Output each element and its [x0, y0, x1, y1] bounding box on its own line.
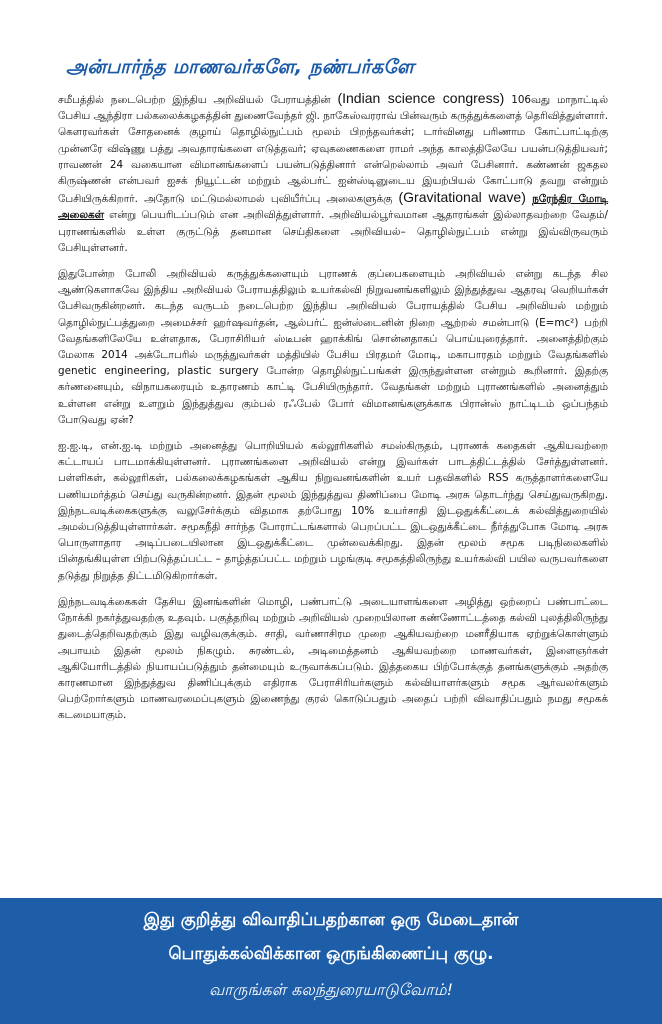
- modi-waves-emphasis: நரேந்திர மோடி அலைகள்: [58, 193, 608, 222]
- footer-line-3: வாருங்கள் கலந்துரையாடுவோம்!: [208, 980, 453, 999]
- footer-banner: [0, 898, 662, 1024]
- paragraph-1: [58, 90, 608, 256]
- leaflet-body: [58, 90, 608, 734]
- paragraph-3: ஐ.ஐ.டி, என்.ஐ.டி மற்றும் அனைத்து பொறியியல் கல்லூரிகளில் சமஸ்கிருதம், புராணக் கதைகள் ஆகியவற்றை கட்டாயப் பாடமாக்கியுள்ளனர். புராணங்களை அறிவியல் என்று இவர்கள் பாடத்திட்டத்தில் சேர்த்துள்ளனர். பள்ளிகள், கல்லூரிகள், பல்கலைக்கழகங்கள் ஆகிய நிறுவனங்களின் உயர் பதவிகளில் RSS கருத்தாளர்களையே பணியமர்த்தம் செய்து வருகின்றனர். இதன் மூலம் இந்துத்துவ திணிப்பை மோடி அரசு தொடர்ந்து செய்துவருகிறது. இந்நடவடிக்கைகளுக்கு வலுசேர்க்கும் விதமாக தற்போது 10% உயர்சாதி இடஒதுக்கீட்டைக் கல்வித்துறையில் அமல்படுத்தியுள்ளார்கள். சமூகநீதி சார்ந்த போராட்டங்களால் பெறப்பட்ட இடஒதுக்கீட்டை நீர்த்துபோக மோடி அரசு பொருளாதார அடிப்படையிலான இடஒதுக்கீட்டை முன்வைக்கிறது. இதன் மூலம் சமூக படிநிலைகளில் பின்தங்கியுள்ள பிற்படுத்தப்பட்ட – தாழ்த்தப்பட்ட மற்றும் பழங்குடி சமூகத்திலிருந்து உயர்கல்வி பயில வருபவர்களை தடுத்து நிறுத்த திட்டமிடுகிறார்கள்.: [58, 440, 608, 582]
- paragraph-4: இந்நடவடிக்கைகள் தேசிய இனங்களின் மொழி, பண்பாட்டு அடையாளங்களை அழித்து ஒற்றைப் பண்பாட்டை நோக்கி நகர்த்துவதற்கு உதவும். பகுத்தறிவு மற்றும் அறிவியல் முறையிலான கண்ணோட்டத்தை கல்வி புலத்திலிருந்து துடைத்தெறிவதற்கும் இது வழிவகுக்கும். சாதி, வர்ணாசிரம முறை ஆகியவற்றை மனரீதியாக ஏற்றுக்கொள்ளும் அபாயம் இதன் மூலம் நிகழும். சுரண்டல், அடிமைத்தனம் ஆகியவற்றை மாணவர்கள், இளைஞர்கள் ஆகியோரிடத்தில் நியாயப்படுத்தும் தன்மையும் உருவாக்கப்படும். இத்தகைய பிற்போக்குத் தனங்களுக்கும் அதற்கு காரணமான இந்துத்துவ திணிப்புக்கும் எதிராக பேராசிரியர்களும் கல்வியாளர்களும் சமூக ஆர்வலர்களும் பெற்றோர்களும் மாணவரமைப்புகளும் இணைந்து குரல் கொடுப்பதும் அதைப் பற்றி விவாதிப்பதும் நமது சமூகக் கடமையாகும்.: [58, 595, 608, 722]
- indian-science-congress-term: (Indian science congress): [337, 90, 505, 106]
- paragraph-1-text-a: சமீபத்தில் நடைபெற்ற இந்திய அறிவியல் பேராயத்தின்: [58, 94, 338, 106]
- paragraph-2: இதுபோன்ற போலி அறிவியல் கருத்துக்களையும் புராணக் குப்பைகளையும் அறிவியல் என்று கடந்த சில ஆண்டுகளாகவே இந்திய அறிவியல் பேராயத்திலும் உயர்கல்வி நிறுவனங்களிலும் இந்துத்துவ ஆதரவு வெறியர்கள் பேசிவருகின்றனர். கடந்த வருடம் நடைபெற்ற இந்திய அறிவியல் பேராயத்தில் பேசிய அறிவியல் மற்றும் தொழில்நுட்பத்துறை அமைச்சர் ஹர்ஷவர்தன், ஆல்பர்ட் ஐன்ஸ்டைனின் நிறை ஆற்றல் சமன்பாடு (E=mc²) பற்றி வேதங்களிலேயே உள்ளதாக, பேராசிரியர் ஸ்டீபன் ஹாக்கிங் சொன்னதாகப் பொய்யுரைத்தார். அனைத்திற்கும் மேலாக 2014 அக்டோபரில் மருத்துவர்கள் மத்தியில் பேசிய பிரதமர் மோடி, மகாபாரதம் மற்றும் வேதங்களில் genetic engineering, plastic surgery போன்ற தொழில்நுட்பங்கள் இருந்துள்ளன என்றும் கூறினார். இதற்கு கர்ணனையும், விநாயகரையும் உதாரணம் காட்டி பேசியிருந்தார். வேதங்கள் மற்றும் புராணங்களில் அனைத்தும் உள்ளன என்று உளறும் இந்துத்துவ கும்பல் ரஃபேல் போர் விமானங்களுக்காக பிரான்ஸ் நாட்டிடம் ஒப்பந்தம் போடுவது ஏன்?: [58, 268, 608, 426]
- paragraph-1-text-b: 106வது மாநாட்டில் பேசிய ஆந்திரா பல்கலைக்கழகத்தின் துணைவேந்தர் ஜி. நாகேஸ்வரராவ் பின்வரும் கருத்துக்களைத் தெரிவித்துள்ளார். கௌரவர்கள் சோதனைக் குழாய் தொழில்நுட்பம் மூலம் பிறந்தவர்கள்; டார்வினது பரிணாம கோட்பாட்டிற்கு முன்னரே விஷ்ணு பத்து அவதாரங்களை எடுத்தவர்; ஏவுகணைகளை ராமர் அந்த காலத்திலேயே பயன்படுத்தியவர்; ராவணன் 24 வகையான விமானங்களைப் பயன்படுத்தினார் என்றெல்லாம் அவர் பேசினார். கண்ணன் ஜகதல கிருஷ்ணன் என்பவர் ஐசக் நியூட்டன் மற்றும் ஆல்பர்ட் ஐன்ஸ்டினுடைய இயற்பியல் கோட்பாடு தவறு என்றும் பேசியிருக்கிறார். அதோடு மட்டுமல்லாமல் புவியீர்ப்பு அலைகளுக்கு: [58, 94, 608, 206]
- paragraph-1-text-c: என்று பெயரிடப்படும் என அறிவித்துள்ளார். அறிவியல்பூர்வமான ஆதாரங்கள் இல்லாதவற்றை வேதம்/புராணங்களில் உள்ள குருட்டுத் தனமான செய்திகளை அறிவியல்– தொழில்நுட்பம் என்று இவ்விருவரும் பேசியுள்ளனர்.: [58, 209, 608, 254]
- footer-line-1: இது குறித்து விவாதிப்பதற்கான ஒரு மேடைதான்: [143, 910, 519, 930]
- footer-line-2: பொதுக்கல்விக்கான ஒருங்கிணைப்பு குழு.: [168, 944, 494, 964]
- leaflet-heading: அன்பார்ந்த மாணவர்களே, நண்பர்களே: [66, 56, 415, 78]
- gravitational-wave-term: (Gravitational wave): [398, 189, 526, 206]
